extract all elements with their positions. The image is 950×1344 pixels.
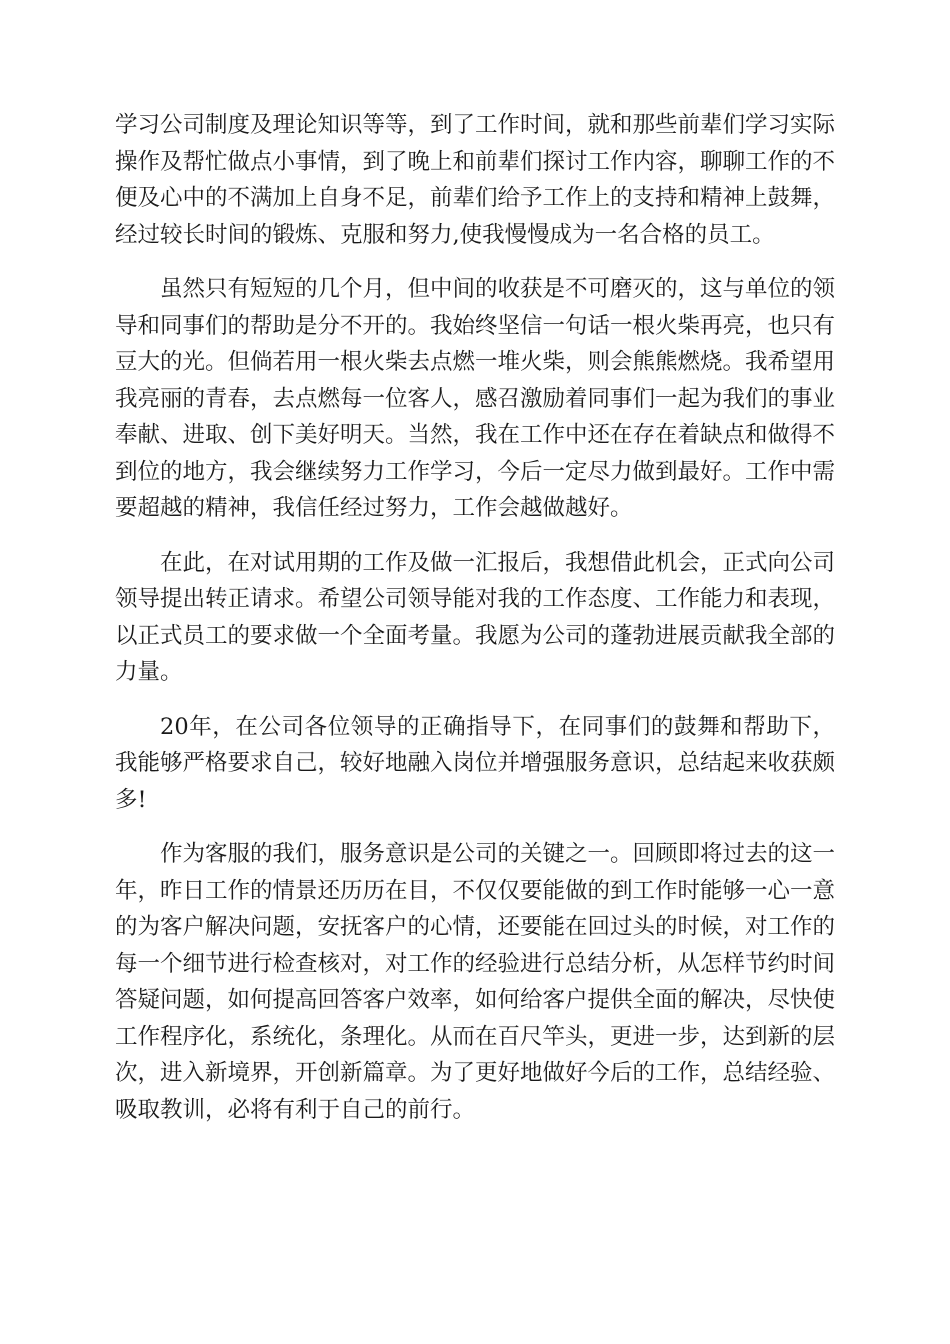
paragraph-gratitude: 虽然只有短短的几个月，但中间的收获是不可磨灭的，这与单位的领导和同事们的帮助是分不开的。我始终坚信一句话一根火柴再亮，也只有豆大的光。但倘若用一根火柴去点燃一堆火柴，则会熊熊燃烧。我希望用我亮丽的青春，去点燃每一位客人，感召激励着同事们一起为我们的事业奉献、进取、创下美好明天。当然，我在工作中还在存在着缺点和做得不到位的地方，我会继续努力工作学习，今后一定尽力做到最好。工作中需要超越的精神，我信任经过努力，工作会越做越好。 (115, 276, 836, 521)
paragraph-request: 在此，在对试用期的工作及做一汇报后，我想借此机会，正式向公司领导提出转正请求。希望公司领导能对我的工作态度、工作能力和表现，以正式员工的要求做一个全面考量。我愿为公司的蓬勃进展贡献我全部的力量。 (115, 549, 836, 685)
paragraph-service: 作为客服的我们，服务意识是公司的关键之一。回顾即将过去的这一年，昨日工作的情景还历历在目，不仅仅要能做的到工作时能够一心一意的为客户解决问题，安抚客户的心情，还要能在回过头的时候，对工作的每一个细节进行检查核对，对工作的经验进行总结分析，从怎样节约时间答疑问题，如何提高回答客户效率，如何给客户提供全面的解决，尽快使工作程序化，系统化，条理化。从而在百尺竿头，更进一步，达到新的层次，进入新境界，开创新篇章。为了更好地做好今后的工作，总结经验、吸取教训，必将有利于自己的前行。 (115, 841, 836, 1123)
document-body (115, 107, 835, 1146)
paragraph-continuation: 学习公司制度及理论知识等等，到了工作时间，就和那些前辈们学习实际操作及帮忙做点小事情，到了晚上和前辈们探讨工作内容，聊聊工作的不便及心中的不满加上自身不足，前辈们给予工作上的支持和精神上鼓舞，经过较长时间的锻炼、克服和努力,使我慢慢成为一名合格的员工。 (115, 112, 836, 248)
paragraph-year-summary: 20年，在公司各位领导的正确指导下，在同事们的鼓舞和帮助下，我能够严格要求自己，较好地融入岗位并增强服务意识，总结起来收获颇多! (115, 713, 836, 813)
